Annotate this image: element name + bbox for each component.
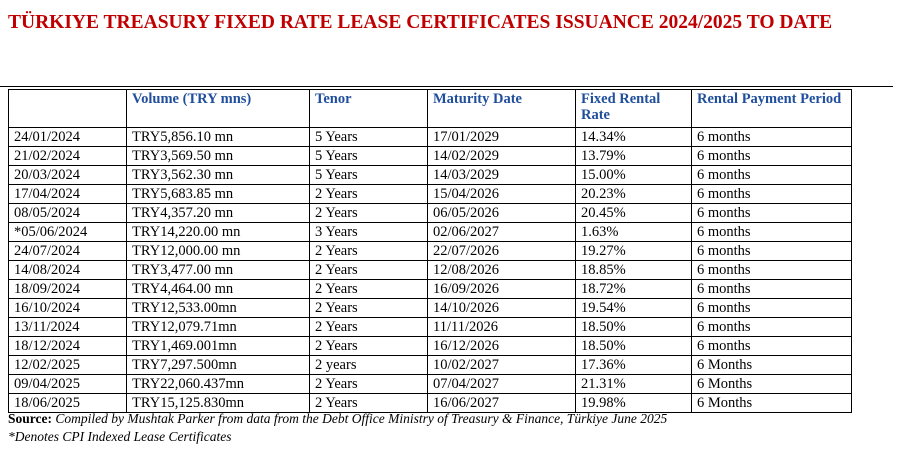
cell-volume: TRY5,683.85 mn bbox=[127, 185, 310, 204]
table-row bbox=[9, 147, 852, 166]
cell-fixed-rental-rate: 15.00% bbox=[576, 166, 692, 185]
table-header-row bbox=[9, 90, 852, 128]
top-divider bbox=[0, 86, 893, 87]
table-row bbox=[9, 318, 852, 337]
cell-fixed-rental-rate: 1.63% bbox=[576, 223, 692, 242]
cell-fixed-rental-rate: 20.23% bbox=[576, 185, 692, 204]
cell-rental-payment-period: 6 months bbox=[692, 147, 852, 166]
cell-tenor: 5 Years bbox=[310, 166, 428, 185]
cell-rental-payment-period: 6 months bbox=[692, 299, 852, 318]
cell-maturity-date: 16/06/2027 bbox=[428, 394, 576, 413]
cell-maturity-date: 02/06/2027 bbox=[428, 223, 576, 242]
cell-maturity-date: 12/08/2026 bbox=[428, 261, 576, 280]
cell-rental-payment-period: 6 months bbox=[692, 185, 852, 204]
cell-issue-date: 18/12/2024 bbox=[9, 337, 127, 356]
cell-tenor: 2 Years bbox=[310, 280, 428, 299]
cell-tenor: 5 Years bbox=[310, 128, 428, 147]
cell-issue-date: 20/03/2024 bbox=[9, 166, 127, 185]
cell-volume: TRY3,562.30 mn bbox=[127, 166, 310, 185]
cell-rental-payment-period: 6 months bbox=[692, 223, 852, 242]
cell-issue-date: 24/07/2024 bbox=[9, 242, 127, 261]
cell-maturity-date: 14/10/2026 bbox=[428, 299, 576, 318]
cell-issue-date: *05/06/2024 bbox=[9, 223, 127, 242]
cell-rental-payment-period: 6 Months bbox=[692, 394, 852, 413]
cell-rental-payment-period: 6 months bbox=[692, 280, 852, 299]
cell-rental-payment-period: 6 months bbox=[692, 318, 852, 337]
table-row bbox=[9, 128, 852, 147]
cell-issue-date: 17/04/2024 bbox=[9, 185, 127, 204]
cell-volume: TRY14,220.00 mn bbox=[127, 223, 310, 242]
cell-volume: TRY22,060.437mn bbox=[127, 375, 310, 394]
cell-tenor: 2 years bbox=[310, 356, 428, 375]
cell-fixed-rental-rate: 13.79% bbox=[576, 147, 692, 166]
header-tenor: Tenor bbox=[310, 90, 428, 128]
page-title: TÜRKIYE TREASURY FIXED RATE LEASE CERTIFICATES ISSUANCE 2024/2025 TO DATE bbox=[8, 12, 833, 33]
cell-tenor: 3 Years bbox=[310, 223, 428, 242]
cell-volume: TRY12,000.00 mn bbox=[127, 242, 310, 261]
cell-issue-date: 09/04/2025 bbox=[9, 375, 127, 394]
cell-issue-date: 12/02/2025 bbox=[9, 356, 127, 375]
cell-fixed-rental-rate: 18.50% bbox=[576, 337, 692, 356]
cell-issue-date: 08/05/2024 bbox=[9, 204, 127, 223]
cell-volume: TRY7,297.500mn bbox=[127, 356, 310, 375]
cell-fixed-rental-rate: 19.98% bbox=[576, 394, 692, 413]
source-text: Compiled by Mushtak Parker from data from the Debt Office Ministry of Treasury & Finance, Türkiye June 2025 bbox=[52, 411, 668, 426]
table-row bbox=[9, 299, 852, 318]
cell-issue-date: 24/01/2024 bbox=[9, 128, 127, 147]
source-label: Source: bbox=[8, 411, 52, 426]
cell-tenor: 2 Years bbox=[310, 242, 428, 261]
cell-fixed-rental-rate: 18.85% bbox=[576, 261, 692, 280]
cell-maturity-date: 16/12/2026 bbox=[428, 337, 576, 356]
table-row bbox=[9, 356, 852, 375]
cell-issue-date: 21/02/2024 bbox=[9, 147, 127, 166]
cell-volume: TRY3,477.00 mn bbox=[127, 261, 310, 280]
cell-issue-date: 18/06/2025 bbox=[9, 394, 127, 413]
cell-tenor: 2 Years bbox=[310, 337, 428, 356]
cell-volume: TRY4,464.00 mn bbox=[127, 280, 310, 299]
cell-maturity-date: 22/07/2026 bbox=[428, 242, 576, 261]
cell-rental-payment-period: 6 Months bbox=[692, 356, 852, 375]
cell-tenor: 2 Years bbox=[310, 204, 428, 223]
cell-volume: TRY5,856.10 mn bbox=[127, 128, 310, 147]
cell-maturity-date: 16/09/2026 bbox=[428, 280, 576, 299]
cell-tenor: 2 Years bbox=[310, 394, 428, 413]
table-row bbox=[9, 166, 852, 185]
table-row bbox=[9, 242, 852, 261]
cell-rental-payment-period: 6 months bbox=[692, 204, 852, 223]
table-row bbox=[9, 375, 852, 394]
cell-maturity-date: 11/11/2026 bbox=[428, 318, 576, 337]
cell-rental-payment-period: 6 months bbox=[692, 261, 852, 280]
cell-rental-payment-period: 6 months bbox=[692, 166, 852, 185]
cell-tenor: 5 Years bbox=[310, 147, 428, 166]
cell-fixed-rental-rate: 19.27% bbox=[576, 242, 692, 261]
cell-tenor: 2 Years bbox=[310, 375, 428, 394]
cell-fixed-rental-rate: 21.31% bbox=[576, 375, 692, 394]
cpi-note: *Denotes CPI Indexed Lease Certificates bbox=[8, 429, 232, 444]
header-maturity-date: Maturity Date bbox=[428, 90, 576, 128]
cell-tenor: 2 Years bbox=[310, 185, 428, 204]
cell-maturity-date: 14/03/2029 bbox=[428, 166, 576, 185]
cell-maturity-date: 15/04/2026 bbox=[428, 185, 576, 204]
cell-maturity-date: 10/02/2027 bbox=[428, 356, 576, 375]
cell-tenor: 2 Years bbox=[310, 318, 428, 337]
source-line bbox=[8, 411, 667, 427]
header-date bbox=[9, 90, 127, 128]
cell-tenor: 2 Years bbox=[310, 299, 428, 318]
lease-table bbox=[8, 89, 852, 413]
cell-rental-payment-period: 6 months bbox=[692, 128, 852, 147]
cell-maturity-date: 07/04/2027 bbox=[428, 375, 576, 394]
cell-maturity-date: 06/05/2026 bbox=[428, 204, 576, 223]
cell-fixed-rental-rate: 14.34% bbox=[576, 128, 692, 147]
cell-issue-date: 13/11/2024 bbox=[9, 318, 127, 337]
table-row bbox=[9, 261, 852, 280]
cell-rental-payment-period: 6 months bbox=[692, 337, 852, 356]
cell-volume: TRY15,125.830mn bbox=[127, 394, 310, 413]
cell-tenor: 2 Years bbox=[310, 261, 428, 280]
cell-issue-date: 18/09/2024 bbox=[9, 280, 127, 299]
cell-volume: TRY1,469.001mn bbox=[127, 337, 310, 356]
table-row bbox=[9, 394, 852, 413]
cell-maturity-date: 14/02/2029 bbox=[428, 147, 576, 166]
table-row bbox=[9, 185, 852, 204]
header-fixed-rental-rate: Fixed Rental Rate bbox=[576, 90, 692, 128]
cell-volume: TRY3,569.50 mn bbox=[127, 147, 310, 166]
table-row bbox=[9, 204, 852, 223]
table-row bbox=[9, 223, 852, 242]
cell-volume: TRY12,533.00mn bbox=[127, 299, 310, 318]
cell-maturity-date: 17/01/2029 bbox=[428, 128, 576, 147]
cell-issue-date: 16/10/2024 bbox=[9, 299, 127, 318]
header-volume: Volume (TRY mns) bbox=[127, 90, 310, 128]
cell-fixed-rental-rate: 19.54% bbox=[576, 299, 692, 318]
table-row bbox=[9, 337, 852, 356]
cell-fixed-rental-rate: 20.45% bbox=[576, 204, 692, 223]
cell-rental-payment-period: 6 months bbox=[692, 242, 852, 261]
cell-issue-date: 14/08/2024 bbox=[9, 261, 127, 280]
cell-fixed-rental-rate: 18.50% bbox=[576, 318, 692, 337]
cell-fixed-rental-rate: 18.72% bbox=[576, 280, 692, 299]
table-row bbox=[9, 280, 852, 299]
cell-volume: TRY12,079.71mn bbox=[127, 318, 310, 337]
cell-fixed-rental-rate: 17.36% bbox=[576, 356, 692, 375]
cell-volume: TRY4,357.20 mn bbox=[127, 204, 310, 223]
header-rental-payment-period: Rental Payment Period bbox=[692, 90, 852, 128]
cell-rental-payment-period: 6 Months bbox=[692, 375, 852, 394]
